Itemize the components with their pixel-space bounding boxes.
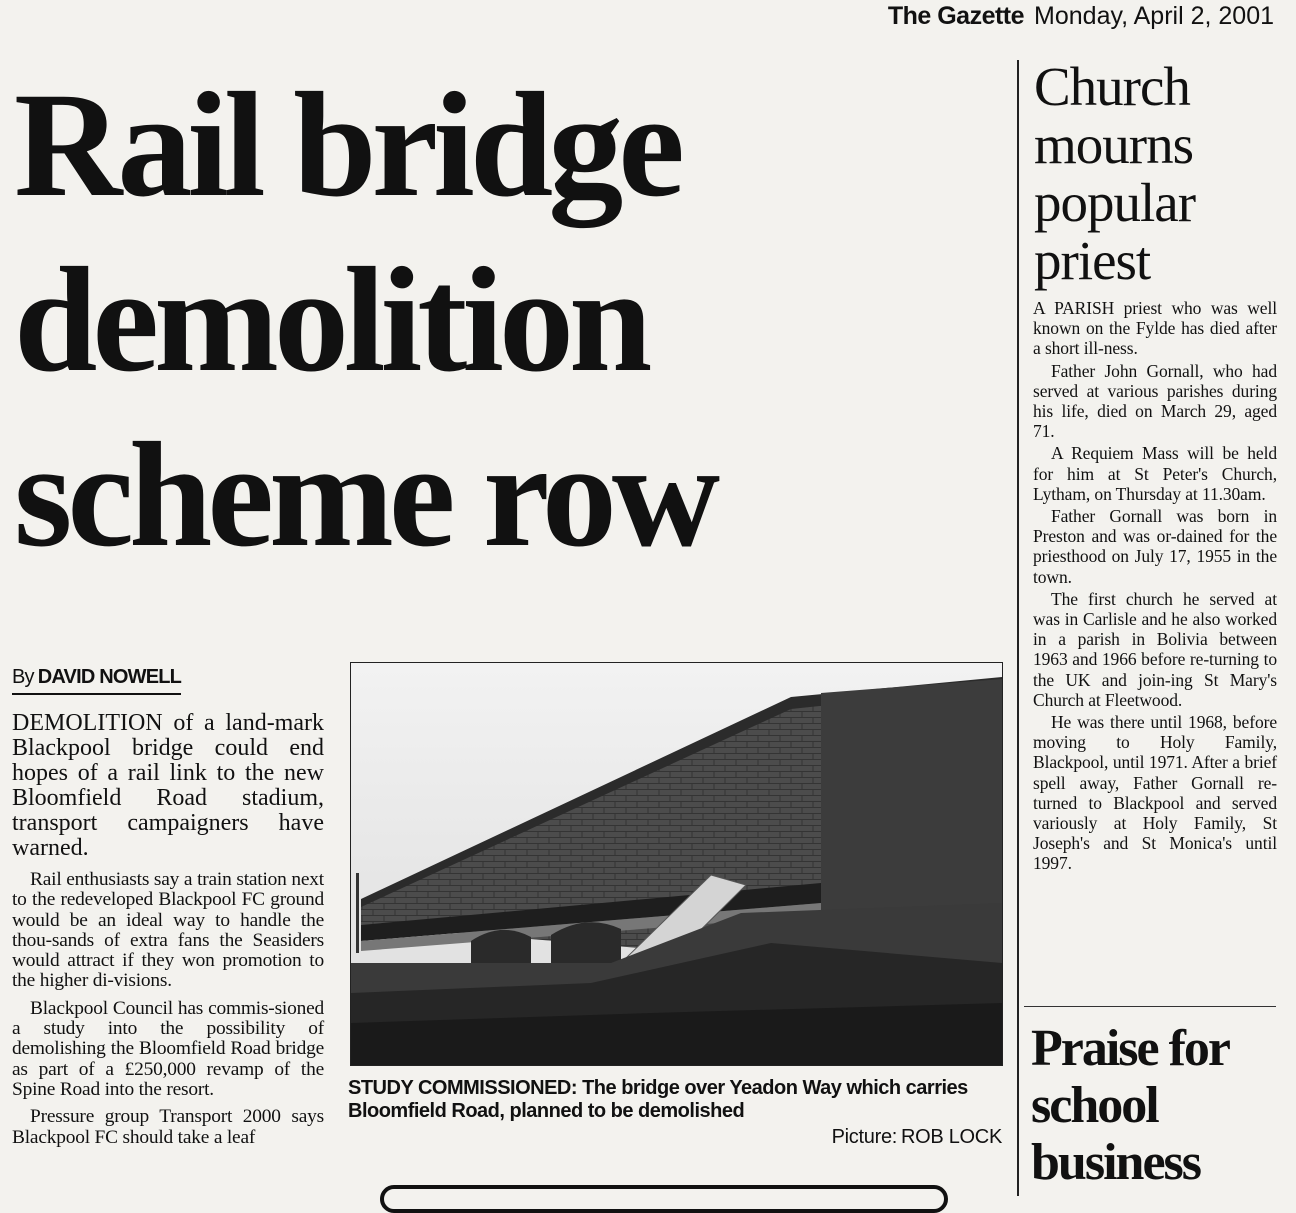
side-paragraph: Father Gornall was born in Preston and was or-dained for the priesthood on July 17, 1955 in the town. bbox=[1033, 506, 1277, 587]
second-headline-line: business bbox=[1031, 1134, 1200, 1191]
side-headline-line: Church bbox=[1034, 56, 1190, 117]
side-headline bbox=[1034, 58, 1284, 290]
credit-name: ROB LOCK bbox=[901, 1126, 1002, 1148]
second-headline-line: school bbox=[1031, 1077, 1158, 1134]
headline-line: scheme row bbox=[14, 412, 716, 578]
article-paragraph: Rail enthusiasts say a train station next to the redeveloped Blackpool FC ground would be an ideal way to handle the thou-sands of extra fans the Seasiders would attract if they won promotion to the higher di-visions. bbox=[12, 869, 324, 992]
side-paragraph: Father John Gornall, who had served at various parishes during his life, died on March 29, aged 71. bbox=[1033, 360, 1277, 442]
newspaper-name: The Gazette bbox=[887, 2, 1025, 30]
second-headline-line: Praise for bbox=[1031, 1020, 1230, 1077]
article-paragraph: Pressure group Transport 2000 says Blackpool FC should take a leaf bbox=[12, 1106, 324, 1148]
byline-prefix: By bbox=[12, 666, 34, 688]
side-paragraph: A PARISH priest who was well known on the Fylde has died after a short ill-ness. bbox=[1033, 298, 1277, 359]
side-paragraph: The first church he served at was in Carlisle and he also worked in a parish in Bolivia between 1963 and 1966 before re-turning to the UK and join-ing St Mary's Church at Fleetwood. bbox=[1033, 588, 1277, 710]
bridge-illustration bbox=[351, 663, 1002, 1065]
byline-author: DAVID NOWELL bbox=[37, 666, 182, 688]
column-divider bbox=[1017, 60, 1019, 1196]
masthead bbox=[888, 2, 1274, 31]
bridge-photo bbox=[350, 662, 1003, 1066]
main-article-body bbox=[12, 711, 324, 1155]
main-headline bbox=[14, 58, 1004, 583]
side-paragraph: He was there until 1968, before moving to Holy Family, Blackpool, until 1971. After a brief spell away, Father Gornall re-turned to Blackpool and served variously at Holy Family, St Joseph's and St Monica's until 1997. bbox=[1033, 712, 1277, 874]
article-paragraph: Blackpool Council has commis-sioned a study into the possibility of demolishing the Bloomfield Road bridge as part of a £250,000 revamp of the Spine Road into the resort. bbox=[12, 997, 324, 1100]
article-paragraph: DEMOLITION of a land-mark Blackpool bridge could end hopes of a rail link to the new Bloomfield Road stadium, transport campaigners have warned. bbox=[12, 710, 324, 861]
side-headline-line: priest bbox=[1034, 230, 1151, 291]
side-headline-line: mourns bbox=[1034, 114, 1193, 175]
side-headline-line: popular bbox=[1034, 172, 1196, 233]
side-article-body bbox=[1033, 298, 1277, 876]
side-divider bbox=[1024, 1006, 1276, 1007]
issue-date: Monday, April 2, 2001 bbox=[1034, 2, 1274, 30]
second-side-headline bbox=[1031, 1020, 1281, 1191]
headline-line: demolition bbox=[14, 237, 648, 403]
next-item-box-edge bbox=[380, 1185, 948, 1213]
photo-credit bbox=[832, 1126, 1002, 1149]
credit-prefix: Picture: bbox=[831, 1126, 898, 1148]
side-paragraph: A Requiem Mass will be held for him at St Peter's Church, Lytham, on Thursday at 11.30am. bbox=[1033, 443, 1277, 504]
headline-line: Rail bridge bbox=[14, 62, 680, 228]
photo-caption: STUDY COMMISSIONED: The bridge over Yeadon Way which carries Bloomfield Road, planned to be demolished bbox=[348, 1077, 968, 1122]
byline bbox=[12, 666, 181, 695]
